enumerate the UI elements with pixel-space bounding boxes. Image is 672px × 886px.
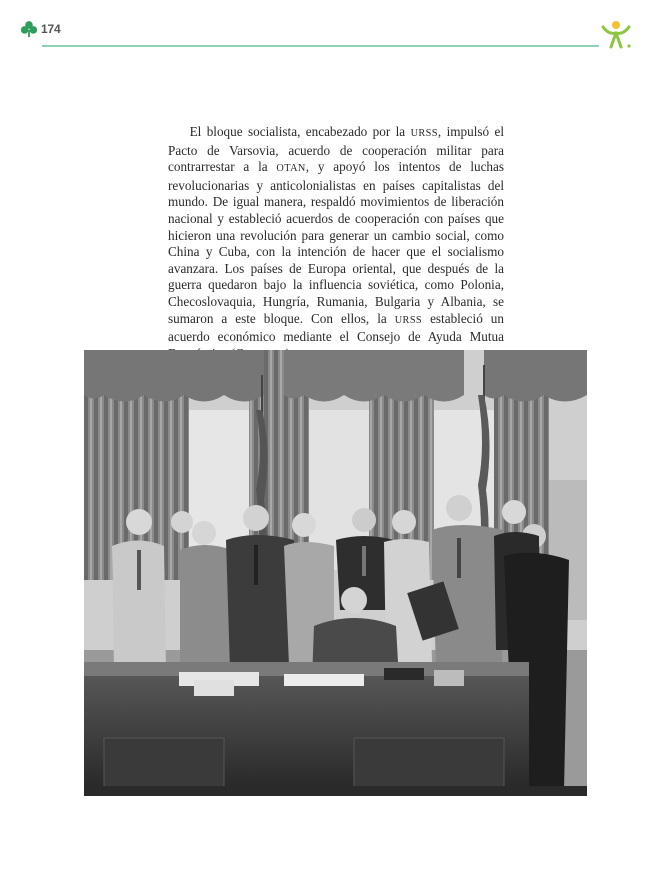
acronym-urss: URSS [410,128,438,139]
historical-photo [84,350,587,796]
body-paragraph [168,124,504,362]
acronym-urss: URSS [394,314,423,326]
body-text-segment: , impulsó el Pacto de Varsovia, acuerdo de cooperación militar para contrarrestar a la [168,124,504,175]
page-number: 174 [41,22,61,36]
clover-icon [20,20,38,38]
body-text-segment: , y apoyó los intentos de luchas revolucionarias y anticolonialistas en países capitalistas del mundo. De igual manera, respaldó movimientos de liberación nacional y estableció acuerdos de cooperación con países que hicieron una revolución para generar un cambio social, como China y Cuba, con la intención de hacer que el socialismo avanzara. Los países de Europa oriental, que después de la guerra quedaron bajo la influencia soviética, como Polonia, Checoslovaquia, Hungría, Rumania, Bulgaria y Albania, se sumaron a este bloque. Con ellos, la [168,159,505,326]
acronym-otan: OTAN [276,163,306,175]
header-divider [42,45,599,47]
body-text-segment: El bloque socialista, encabezado por la [189,124,411,139]
body-text-segment: estableció un acuerdo económico mediante el Consejo de Ayuda Mutua [168,310,504,345]
figure-logo-icon [599,17,633,51]
